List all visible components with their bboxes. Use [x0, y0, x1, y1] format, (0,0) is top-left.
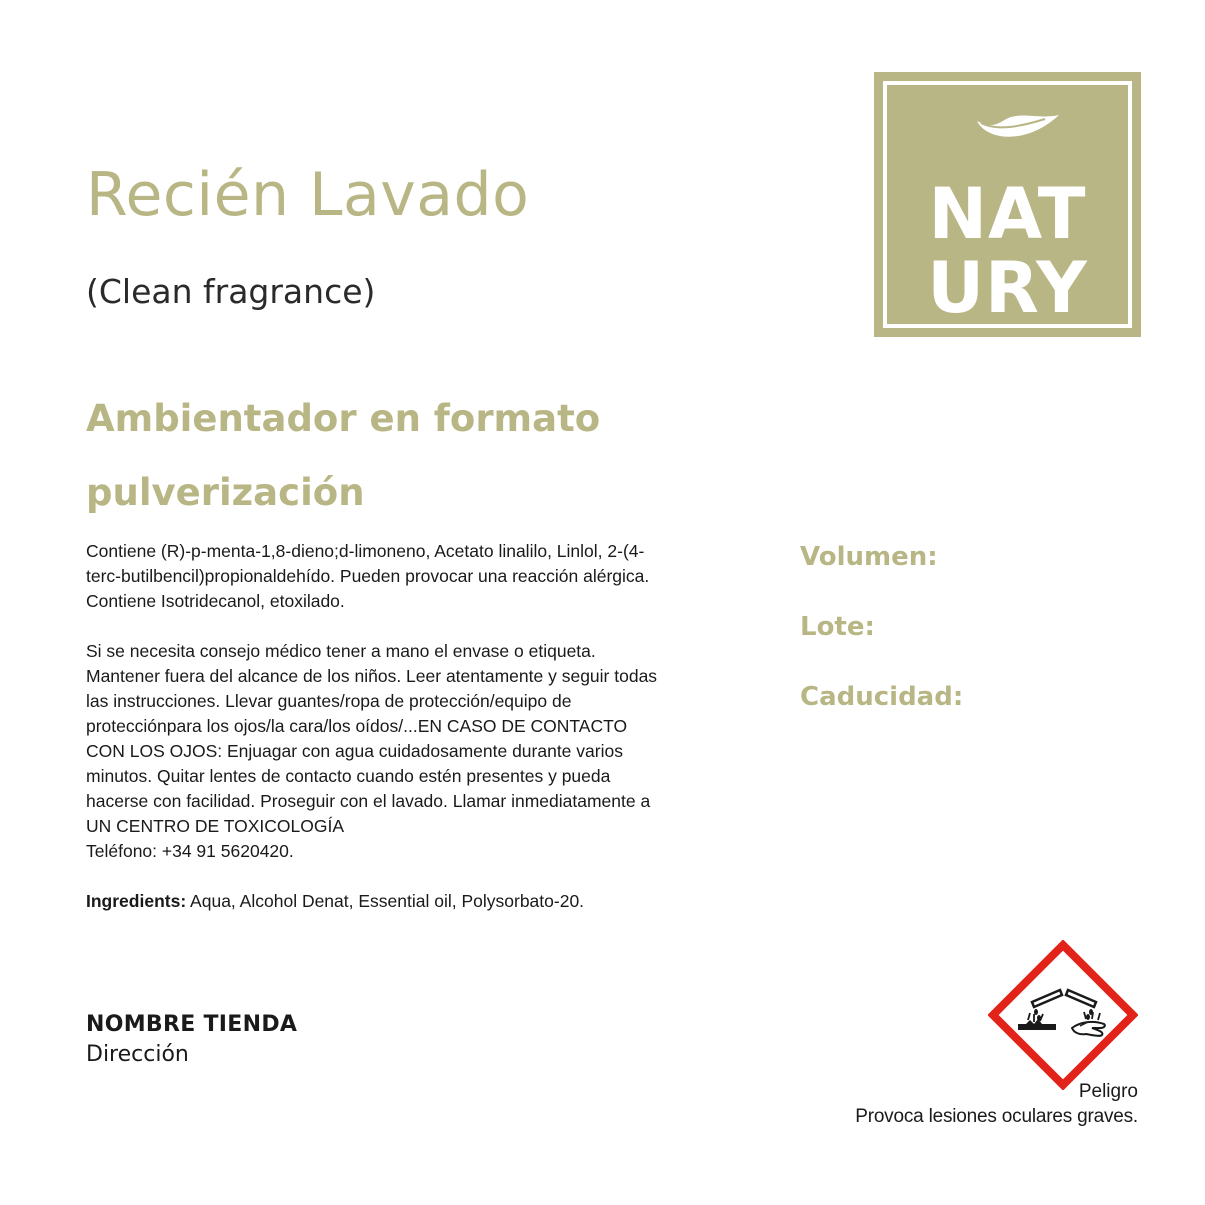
volume-field: Volumen: — [800, 542, 938, 572]
corrosion-icon — [988, 940, 1138, 1090]
precautions-text: Si se necesita consejo médico tener a mano el envase o etiqueta. Mantener fuera del alcance de los niños. Leer atentamente y seguir todas las instrucciones. Llevar guantes/ropa de protección/equipo de protecciónpara los ojos/la cara/los oídos/...EN CASO DE CONTACTO CON LOS OJOS: Enjuagar con agua cuidadosamente durante varios minutos. Quitar lentes de contacto cuando estén presentes y pueda hacerse con facilidad. Proseguir con el lavado. Llamar inmediatamente a UN CENTRO DE TOXICOLOGÍA — [86, 641, 658, 836]
lot-field: Lote: — [800, 612, 875, 642]
label-text — [86, 539, 666, 939]
store-block — [86, 1010, 297, 1070]
natury-logo — [874, 72, 1141, 337]
hazard-statement: Provoca lesiones oculares graves. — [855, 1106, 1138, 1127]
product-type: Ambientador en formato pulverización — [86, 397, 601, 514]
composition-paragraph: Contiene (R)-p-menta-1,8-dieno;d-limoneno, Acetato linalilo, Linlol, 2-(4-terc-butilbencil)propionaldehído. Pueden provocar una reacción alérgica. Contiene Isotridecanol, etoxilado. — [86, 541, 650, 611]
expiry-field: Caducidad: — [800, 682, 964, 712]
ingredients-label: Ingredients: — [86, 891, 187, 911]
logo-frame — [883, 81, 1132, 328]
ingredients-list: Aqua, Alcohol Denat, Essential oil, Polysorbato-20. — [186, 891, 585, 911]
store-name: NOMBRE TIENDA — [86, 1012, 298, 1037]
logo-text-line1: NAT — [928, 173, 1087, 255]
store-address: Dirección — [86, 1042, 189, 1067]
phone-text: Teléfono: +34 91 5620420. — [86, 841, 294, 861]
ingredients-paragraph — [86, 889, 666, 914]
precautions-paragraph — [86, 639, 666, 864]
product-name: Recién Lavado — [86, 160, 530, 230]
signal-word: Peligro — [1078, 1081, 1138, 1102]
logo-text-line2: URY — [927, 247, 1088, 329]
leaf-icon — [975, 111, 1061, 147]
product-subtitle: (Clean fragrance) — [86, 272, 376, 311]
